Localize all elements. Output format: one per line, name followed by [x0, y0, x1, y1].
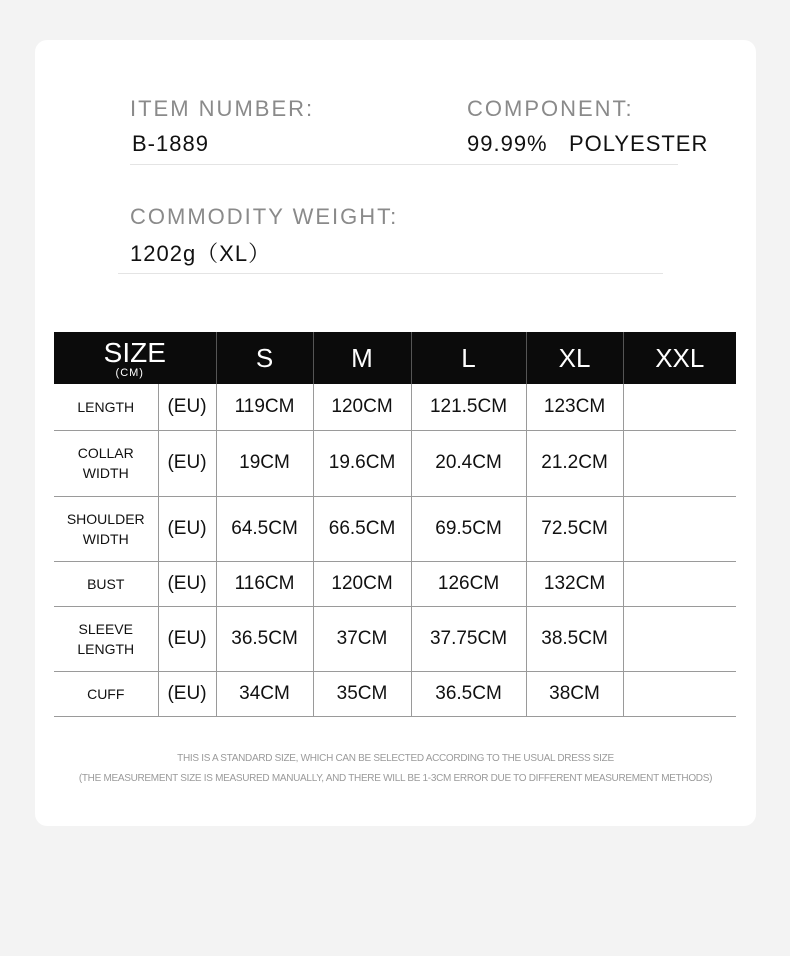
measurement-value: 36.5CM: [411, 671, 526, 716]
table-row: [54, 606, 736, 671]
size-header-unit: (CM): [115, 367, 144, 379]
measurement-label: COLLAR WIDTH: [54, 430, 158, 496]
measurement-label: CUFF: [54, 671, 158, 716]
measurement-value: [623, 430, 736, 496]
table-row: [54, 384, 736, 430]
info-divider-top: [130, 164, 678, 165]
table-row: [54, 561, 736, 606]
table-row: [54, 671, 736, 716]
note-measurement-error: (THE MEASUREMENT SIZE IS MEASURED MANUALLY, AND THERE WILL BE 1-3CM ERROR DUE TO DIFFERENT MEASUREMENT METHODS): [78, 773, 713, 784]
measurement-value: [623, 561, 736, 606]
measurement-label: BUST: [54, 561, 158, 606]
unit-label: (EU): [158, 384, 216, 430]
size-header-label: SIZE: [103, 337, 166, 368]
measurement-value: 36.5CM: [216, 606, 313, 671]
measurement-value: 21.2CM: [526, 430, 623, 496]
measurement-value: 120CM: [313, 384, 411, 430]
measurement-value: 38.5CM: [526, 606, 623, 671]
measurement-value: [623, 606, 736, 671]
measurement-value: [623, 671, 736, 716]
unit-label: (EU): [158, 561, 216, 606]
unit-label: (EU): [158, 671, 216, 716]
measurement-value: 19CM: [216, 430, 313, 496]
measurement-value: 120CM: [313, 561, 411, 606]
measurement-value: 35CM: [313, 671, 411, 716]
measurement-value: 116CM: [216, 561, 313, 606]
measurement-value: [623, 384, 736, 430]
measurement-value: 119CM: [216, 384, 313, 430]
note-standard-size: THIS IS A STANDARD SIZE, WHICH CAN BE SELECTED ACCORDING TO THE USUAL DRESS SIZE: [177, 753, 614, 764]
size-column-m: M: [313, 332, 411, 384]
measurement-value: 37CM: [313, 606, 411, 671]
measurement-value: 69.5CM: [411, 496, 526, 561]
measurement-value: 20.4CM: [411, 430, 526, 496]
size-header-row: [54, 332, 736, 384]
unit-label: (EU): [158, 606, 216, 671]
info-divider-bottom: [118, 273, 663, 274]
measurement-value: 132CM: [526, 561, 623, 606]
size-column-s: S: [216, 332, 313, 384]
unit-label: (EU): [158, 496, 216, 561]
item-number-value: B-1889: [132, 131, 209, 156]
measurement-value: 72.5CM: [526, 496, 623, 561]
measurement-value: 123CM: [526, 384, 623, 430]
size-chart-table: [54, 332, 736, 717]
measurement-value: 66.5CM: [313, 496, 411, 561]
table-row: [54, 496, 736, 561]
table-row: [54, 430, 736, 496]
measurement-value: 38CM: [526, 671, 623, 716]
size-header-cell: [54, 332, 216, 384]
size-column-xxl: XXL: [623, 332, 736, 384]
size-column-xl: XL: [526, 332, 623, 384]
item-number-label: ITEM NUMBER:: [130, 96, 315, 121]
component-label: COMPONENT:: [467, 96, 634, 121]
unit-label: (EU): [158, 430, 216, 496]
size-column-l: L: [411, 332, 526, 384]
component-value: 99.99% POLYESTER: [467, 131, 709, 156]
measurement-label: SHOULDER WIDTH: [54, 496, 158, 561]
measurement-value: 126CM: [411, 561, 526, 606]
measurement-value: 121.5CM: [411, 384, 526, 430]
measurement-label: SLEEVE LENGTH: [54, 606, 158, 671]
weight-value: 1202g（XL）: [130, 241, 272, 266]
measurement-value: 37.75CM: [411, 606, 526, 671]
weight-label: COMMODITY WEIGHT:: [130, 204, 399, 229]
measurement-value: 64.5CM: [216, 496, 313, 561]
measurement-value: 19.6CM: [313, 430, 411, 496]
measurement-value: [623, 496, 736, 561]
measurement-value: 34CM: [216, 671, 313, 716]
measurement-label: LENGTH: [54, 384, 158, 430]
